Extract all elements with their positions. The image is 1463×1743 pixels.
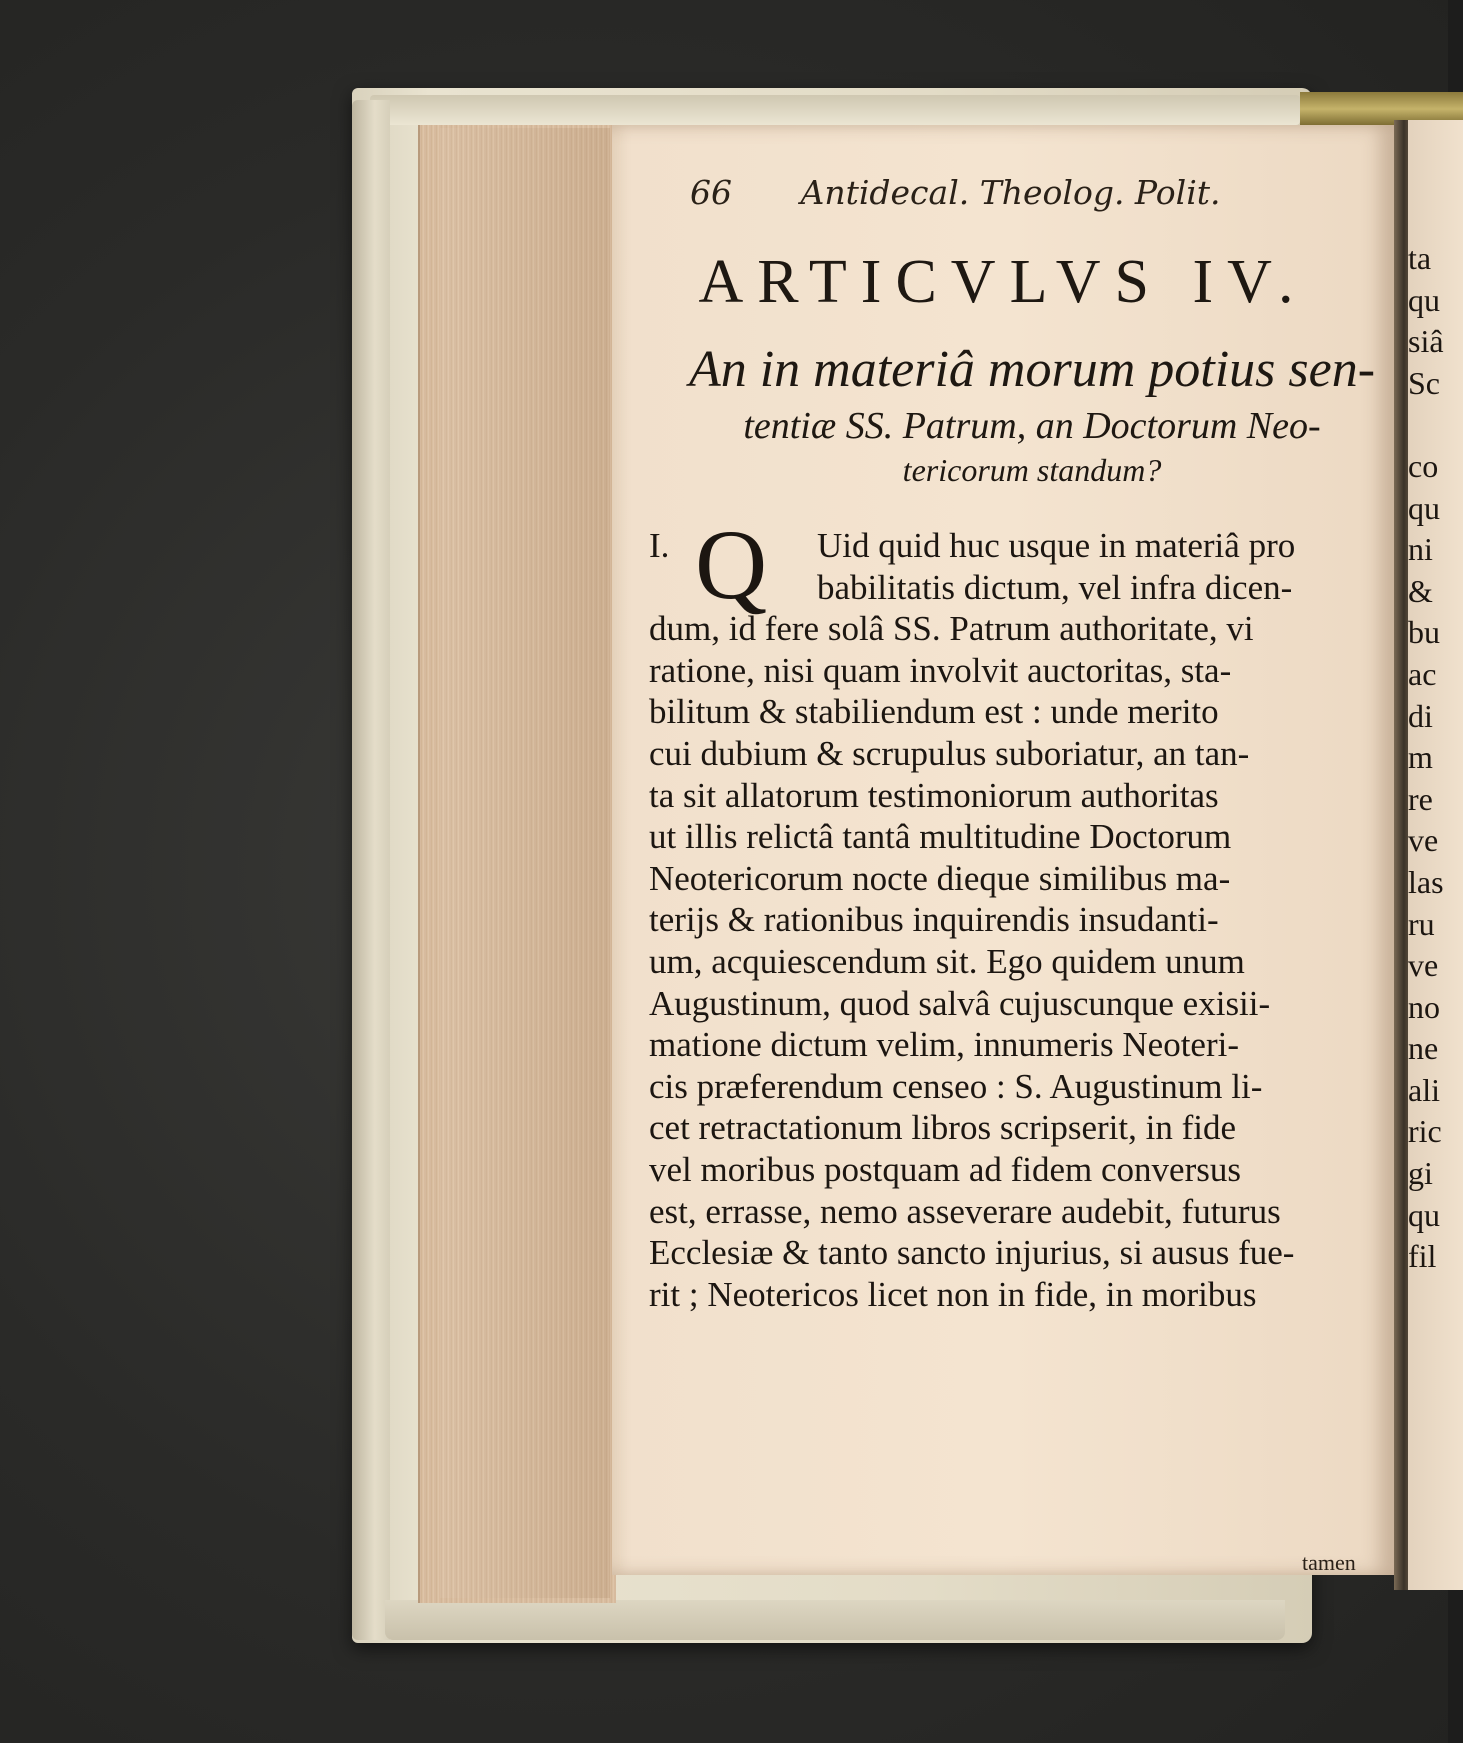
body-line: ratione, nisi quam involvit auctoritas, sta- — [649, 650, 1232, 690]
facing-page-fragment: siâ — [1408, 323, 1444, 360]
body-line: Augustinum, quod salvâ cujuscunque exisii- — [649, 983, 1271, 1023]
catchword: tamen — [1302, 1550, 1356, 1575]
facing-page-fragment: ali — [1408, 1071, 1440, 1108]
body-line: um, acquiescendum sit. Ego quidem unum — [649, 941, 1245, 981]
facing-page-fragment — [1408, 404, 1444, 446]
running-head-title: Antidecal. Theolog. Polit. — [800, 173, 1221, 212]
facing-page-fragment: m — [1408, 739, 1433, 776]
facing-page-fragment: las — [1408, 863, 1444, 900]
question-line-3: tericorum standum? — [902, 452, 1162, 489]
facing-page-fragment: ta — [1408, 240, 1432, 276]
drop-cap: Q — [695, 509, 768, 620]
facing-page-fragment: ne — [1408, 1030, 1439, 1067]
facing-page-fragment: ve — [1408, 947, 1439, 984]
facing-page-fragment: & — [1408, 572, 1433, 609]
facing-page-fragment: no — [1408, 988, 1440, 1025]
body-line: I. Uid quid huc usque in materiâ pro — [649, 526, 1296, 565]
question-line-2: tentiæ SS. Patrum, an Doctorum Neo- — [743, 404, 1321, 447]
facing-page-fragment: Sc — [1408, 364, 1440, 401]
facing-page-fragment: co — [1408, 447, 1439, 484]
body-line: babilitatis dictum, vel infra dicen- — [817, 567, 1293, 607]
cover-top-edge — [370, 95, 1300, 125]
facing-page-fragment: ac — [1408, 655, 1437, 692]
body-line: Neotericorum nocte dieque similibus ma- — [649, 858, 1231, 898]
facing-page-fragment: gi — [1408, 1155, 1433, 1192]
body-line: Ecclesiæ & tanto sancto injurius, si ausus fue- — [649, 1233, 1295, 1273]
section-numeral: I. — [649, 526, 670, 565]
facing-page — [1408, 120, 1463, 1590]
body-line: bilitum & stabiliendum est : unde merito — [649, 692, 1219, 732]
body-line: cet retractationum libros scripserit, in fide — [649, 1108, 1237, 1148]
facing-page-fragment: bu — [1408, 614, 1440, 651]
facing-page-fragment: ric — [1408, 1113, 1442, 1150]
facing-page-fragment: di — [1408, 697, 1433, 734]
facing-page-fragment: ru — [1408, 905, 1435, 942]
facing-page-fragment: qu — [1408, 1196, 1440, 1233]
cover-spine-edge — [352, 100, 390, 1640]
facing-page-fragment: ni — [1408, 531, 1433, 568]
running-head — [690, 173, 1221, 212]
cover-bottom-edge — [385, 1600, 1285, 1640]
question-line-1: An in materiâ morum potius sen- — [688, 341, 1376, 398]
facing-page-fragment: qu — [1408, 281, 1440, 318]
body-line: dum, id fere solâ SS. Patrum authoritate, vi — [649, 609, 1254, 649]
body-line: vel moribus postquam ad fidem conversus — [649, 1149, 1241, 1189]
facing-page-fragment: fil — [1408, 1238, 1437, 1275]
body-line: ut illis relictâ tantâ multitudine Doctorum — [649, 817, 1232, 857]
facing-page-fragment: re — [1408, 780, 1433, 817]
body-line: rit ; Neotericos licet non in fide, in moribus — [649, 1274, 1257, 1314]
facing-page-text — [1408, 238, 1444, 1278]
left-page — [612, 125, 1394, 1575]
page-number: 66 — [690, 173, 732, 212]
facing-page-fragment: qu — [1408, 489, 1440, 526]
article-title: ARTICVLVS IV. — [698, 248, 1308, 316]
body-text — [649, 509, 1394, 1315]
body-line: cis præferendum censeo : S. Augustinum li- — [649, 1066, 1263, 1106]
body-line: ta sit allatorum testimoniorum authoritas — [649, 775, 1219, 815]
facing-page-fragment: ve — [1408, 822, 1439, 859]
body-line: cui dubium & scrupulus suboriatur, an tan- — [649, 733, 1250, 773]
body-line: terijs & rationibus inquirendis insudanti- — [649, 900, 1219, 940]
body-line: est, errasse, nemo asseverare audebit, futurus — [649, 1191, 1281, 1231]
body-line: matione dictum velim, innumeris Neoteri- — [649, 1025, 1239, 1065]
page-block-shading — [440, 128, 610, 1598]
article-question — [652, 337, 1394, 491]
